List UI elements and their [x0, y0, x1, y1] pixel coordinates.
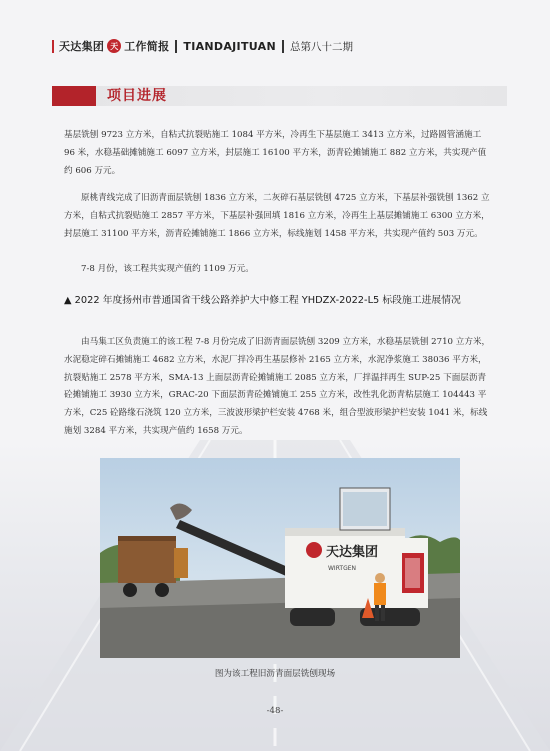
- photo-caption: 图为该工程旧沥青面层铣刨现场: [214, 669, 336, 679]
- brand-name: TIANDAJITUAN: [183, 39, 276, 53]
- header-divider: [282, 40, 284, 53]
- issue-number: 总第八十二期: [289, 40, 353, 53]
- page-header: [52, 36, 502, 56]
- paragraph: 原桃青线完成了旧沥青面层铣刨 1836 立方米，二灰碎石基层铣刨 4725 立方米，下基层补强铣刨 1362 立方米，自粘式抗裂贴施工 2857 平方米，下基层补强回填 1816 立方米，冷再生上基层摊铺施工 6300 立方米，封层施工 31100 平方米，沥青砼摊铺施工 1866 立方米，标线施划 1458 平方米，共实现产值约 503 万元。: [64, 193, 490, 239]
- header-divider: [175, 40, 177, 53]
- publication-name: 工作简报: [124, 40, 170, 53]
- header-bar: [52, 40, 54, 53]
- project-headline: ▲ 2022 年度扬州市普通国省干线公路养护大中修工程 YHDZX-2022-L5 标段施工进展情况: [64, 295, 461, 306]
- paragraph: 7-8 月份，该工程共实现产值约 1109 万元。: [81, 264, 254, 274]
- section-title: 项目进展: [107, 88, 167, 104]
- site-photo: [100, 458, 460, 658]
- company-name: 天达集团: [59, 40, 105, 53]
- svg-text:WIRTGEN: WIRTGEN: [328, 565, 357, 572]
- section-accent: [52, 86, 96, 106]
- svg-text:天达集团: 天达集团: [326, 545, 379, 560]
- paragraph: 基层铣刨 9723 立方米，自粘式抗裂贴施工 1084 平方米，冷再生下基层施工 3413 立方米，过路圆管涵施工 96 米，水稳基础摊铺施工 6097 立方米，封层施工 16100 平方米，沥青砼摊铺施工 882 立方米，共实现产值约 606 万元。: [64, 130, 487, 176]
- paragraph: 由马集工区负责施工的该工程 7-8 月份完成了旧沥青面层铣刨 3209 立方米，水稳基层铣刨 2710 立方米，水泥稳定碎石摊铺施工 4682 立方米，水泥厂拌冷再生基层修补 2165 立方米，水泥净浆施工 38036 平方米，抗裂贴施工 2578 平方米，SMA-13 上面层沥青砼摊铺施工 2085 立方米，厂拌温拌再生 SUP-25 下面层沥青砼摊铺施工 3930 立方米，GRAC-20 下面层沥青砼摊铺施工 255 立方米，改性乳化沥青粘层施工 104443 平方米，C25 砼路缘石浇筑 120 立方米，三波波形梁护栏安装 4768 米，组合型波形梁护栏安装 1041 米，标线施划 3284 平方米，共实现产值约 1658 万元。: [64, 337, 491, 436]
- page-number: -48-: [266, 706, 284, 716]
- company-logo-icon: 天: [107, 39, 121, 53]
